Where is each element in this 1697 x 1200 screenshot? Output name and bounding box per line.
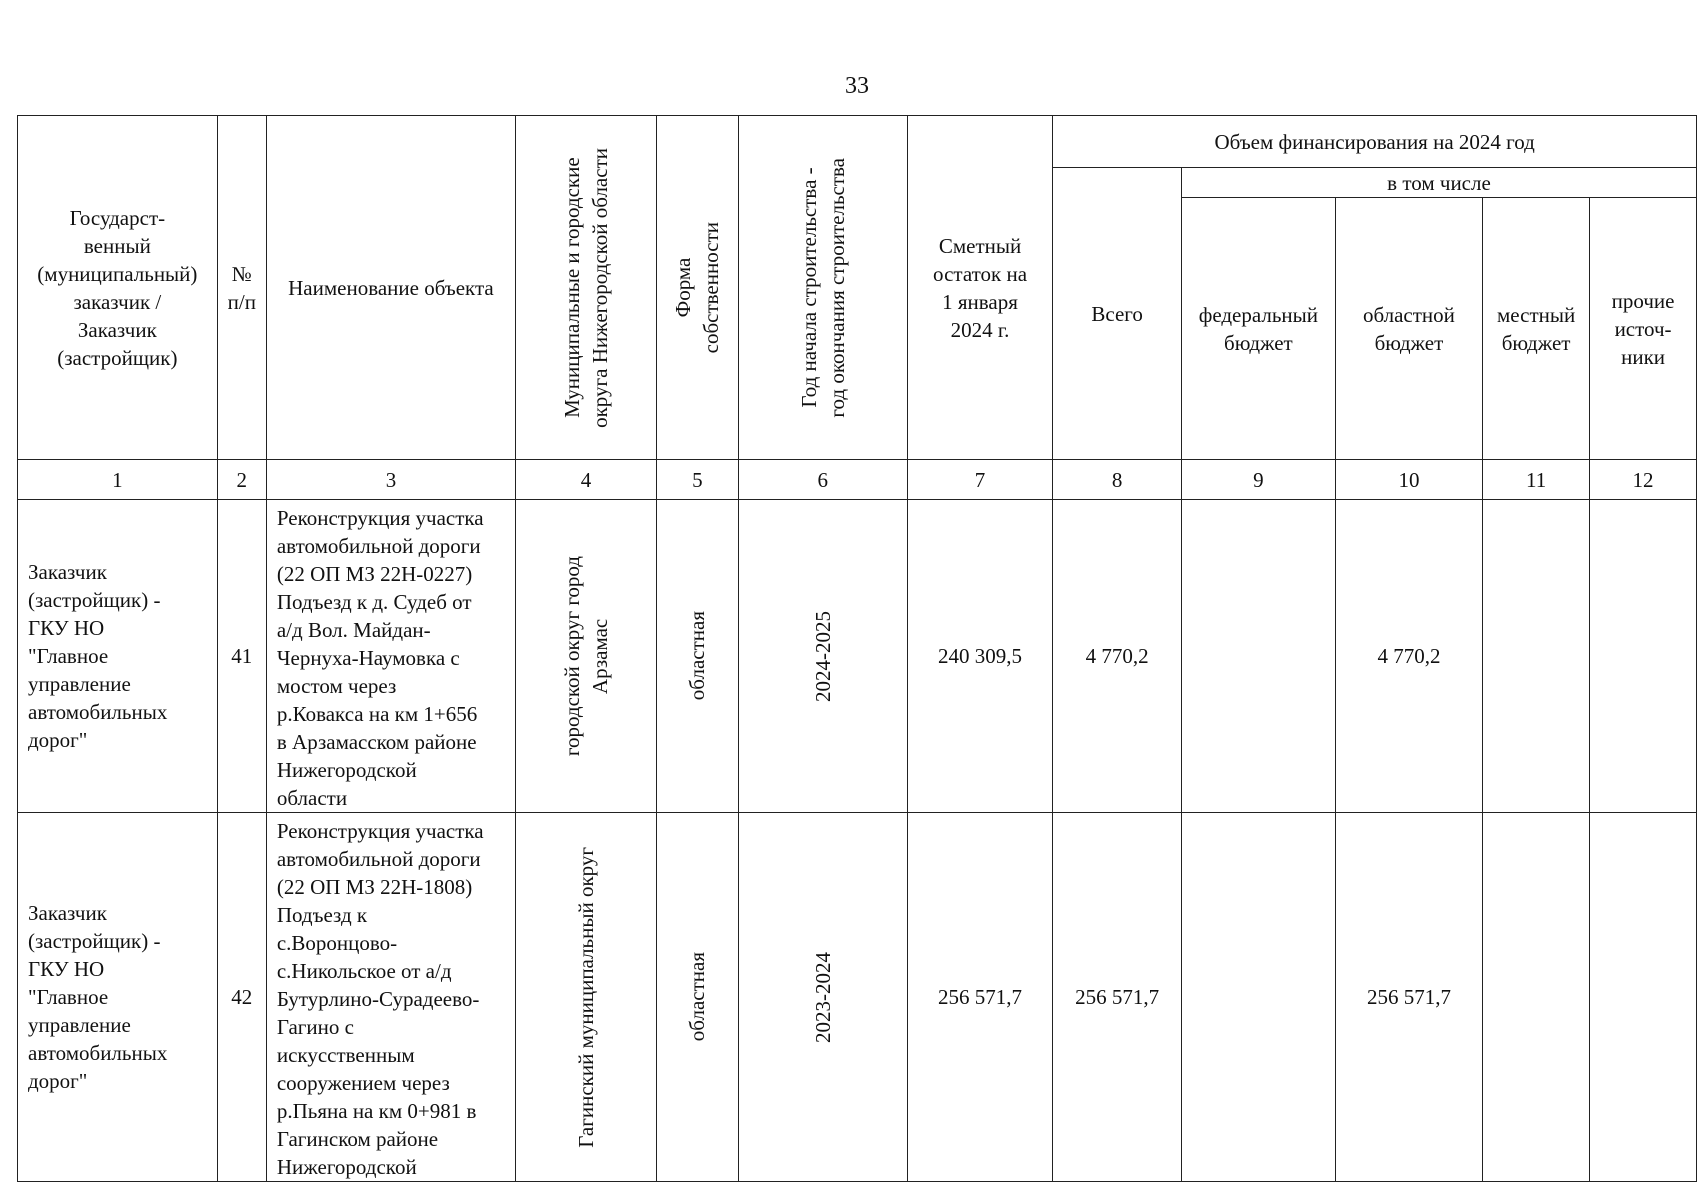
header-total: Всего bbox=[1053, 168, 1182, 460]
column-number: 7 bbox=[907, 460, 1053, 500]
row-ownership-cell bbox=[657, 500, 739, 813]
row-ownership-cell bbox=[657, 813, 739, 1182]
table-row bbox=[18, 500, 1697, 813]
column-number: 3 bbox=[266, 460, 515, 500]
header-years: Год начала строительства - год окончания строительства bbox=[796, 157, 849, 418]
row-district-cell bbox=[516, 813, 657, 1182]
header-district: Муниципальные и городские округа Нижегородской области bbox=[560, 147, 613, 428]
column-number: 10 bbox=[1335, 460, 1482, 500]
row-estimate-balance: 256 571,7 bbox=[907, 813, 1053, 1182]
row-other bbox=[1590, 500, 1697, 813]
row-years: 2023-2024 bbox=[810, 951, 835, 1043]
row-customer: Заказчик (застройщик) - ГКУ НО "Главное управление автомобильных дорог" bbox=[18, 813, 218, 1182]
row-regional: 4 770,2 bbox=[1335, 500, 1482, 813]
column-number: 12 bbox=[1590, 460, 1697, 500]
header-estimate-balance: Сметный остаток на 1 января 2024 г. bbox=[907, 116, 1053, 460]
row-estimate-balance: 240 309,5 bbox=[907, 500, 1053, 813]
column-number: 1 bbox=[18, 460, 218, 500]
row-federal bbox=[1181, 813, 1335, 1182]
row-total: 256 571,7 bbox=[1053, 813, 1182, 1182]
header-object-name: Наименование объекта bbox=[266, 116, 515, 460]
row-object-name: Реконструкция участка автомобильной дороги (22 ОП МЗ 22Н-0227) Подъезд к д. Судеб от а/д Вол. Майдан- Чернуха-Наумовка с мостом через р.Ковакса на км 1+656 в Арзамасском районе Нижегородской области bbox=[266, 500, 515, 813]
row-district-cell bbox=[516, 500, 657, 813]
row-number: 42 bbox=[217, 813, 266, 1182]
row-regional: 256 571,7 bbox=[1335, 813, 1482, 1182]
header-ownership: Форма собственности bbox=[671, 221, 724, 354]
row-total: 4 770,2 bbox=[1053, 500, 1182, 813]
financing-table bbox=[17, 115, 1697, 1182]
table-row bbox=[18, 813, 1697, 1182]
row-object-name: Реконструкция участка автомобильной дороги (22 ОП МЗ 22Н-1808) Подъезд к с.Воронцово- с.Никольское от а/д Бутурлино-Сурадеево- Гагино с искусственным сооружением через р.Пьяна на км 0+981 в Гагинском районе Нижегородской bbox=[266, 813, 515, 1182]
column-numbers-row bbox=[18, 460, 1697, 500]
row-number: 41 bbox=[217, 500, 266, 813]
header-other: прочие источ- ники bbox=[1590, 198, 1697, 460]
header-federal: федеральный бюджет bbox=[1181, 198, 1335, 460]
row-ownership: областная bbox=[685, 611, 710, 701]
row-district: городской округ город Арзамас bbox=[560, 555, 613, 757]
column-number: 5 bbox=[657, 460, 739, 500]
column-number: 4 bbox=[516, 460, 657, 500]
header-years-cell bbox=[738, 116, 907, 460]
header-number: № п/п bbox=[217, 116, 266, 460]
column-number: 11 bbox=[1483, 460, 1590, 500]
header-regional: областной бюджет bbox=[1335, 198, 1482, 460]
row-local bbox=[1483, 500, 1590, 813]
row-district: Гагинский муниципальный округ bbox=[574, 846, 599, 1148]
row-years: 2024-2025 bbox=[810, 610, 835, 702]
header-funding-group: Объем финансирования на 2024 год bbox=[1053, 116, 1697, 168]
row-other bbox=[1590, 813, 1697, 1182]
column-number: 6 bbox=[738, 460, 907, 500]
row-ownership: областная bbox=[685, 952, 710, 1042]
column-number: 8 bbox=[1053, 460, 1182, 500]
column-number: 9 bbox=[1181, 460, 1335, 500]
row-years-cell bbox=[738, 500, 907, 813]
row-local bbox=[1483, 813, 1590, 1182]
row-years-cell bbox=[738, 813, 907, 1182]
header-ownership-cell bbox=[657, 116, 739, 460]
header-including: в том числе bbox=[1181, 168, 1696, 198]
row-federal bbox=[1181, 500, 1335, 813]
page-number: 33 bbox=[845, 73, 869, 99]
row-customer: Заказчик (застройщик) - ГКУ НО "Главное управление автомобильных дорог" bbox=[18, 500, 218, 813]
header-local: местный бюджет bbox=[1483, 198, 1590, 460]
header-district-cell bbox=[516, 116, 657, 460]
column-number: 2 bbox=[217, 460, 266, 500]
header-customer: Государст- венный (муниципальный) заказчик / Заказчик (застройщик) bbox=[18, 116, 218, 460]
